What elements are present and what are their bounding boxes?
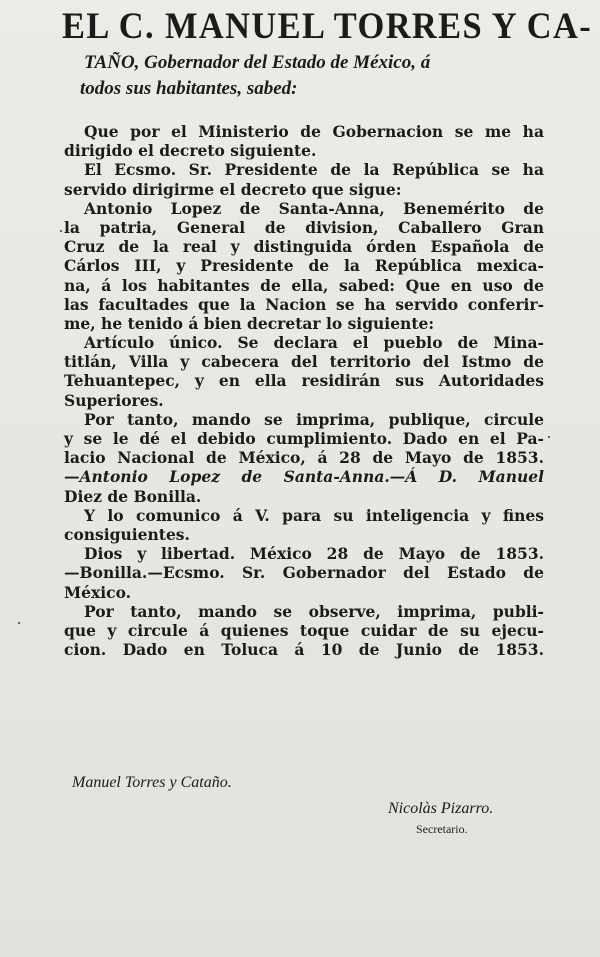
header-line-3: todos sus habitantes, sabed: — [80, 78, 298, 99]
governor-signature: Manuel Torres y Cataño. — [72, 774, 232, 791]
body-line: Artículo único. Se declara el pueblo de Mina- — [84, 333, 544, 353]
body-line: y se le dé el debido cumplimiento. Dado en el Pa- — [64, 429, 544, 448]
body-line: lacio Nacional de México, á 28 de Mayo de 1853. — [64, 448, 544, 468]
body-line: dirigido el decreto siguiente. — [64, 141, 317, 161]
body-line: Superiores. — [64, 390, 164, 410]
ink-speck — [548, 436, 550, 438]
body-line: —Bonilla.—Ecsmo. Sr. Gobernador del Estado de — [64, 563, 544, 583]
header-title: EL C. MANUEL TORRES Y CA- — [62, 6, 593, 47]
body-line: la patria, General de division, Caballero Gran — [64, 217, 544, 237]
body-line: —Antonio Lopez de Santa-Anna.—Á D. Manuel — [64, 467, 544, 487]
body-line: México. — [64, 582, 132, 602]
body-line: Cruz de la real y distinguida órden Española de — [64, 237, 544, 257]
body-line: cion. Dado en Toluca á 10 de Junio de 1853. — [64, 640, 544, 660]
body-line: Por tanto, mando se observe, imprima, publi- — [84, 601, 544, 621]
proclamation-header — [62, 6, 593, 48]
secretary-title: Secretario. — [416, 822, 468, 836]
ink-speck — [60, 230, 62, 232]
body-line: consiguientes. — [64, 524, 190, 544]
body-line: Tehuantepec, y en ella residirán sus Autoridades — [64, 371, 544, 391]
body-line: na, á los habitantes de ella, sabed: Que en uso de — [64, 275, 544, 295]
secretary-signature: Nicolàs Pizarro. — [388, 800, 494, 817]
decree-body — [64, 122, 544, 659]
body-line: Que por el Ministerio de Gobernacion se me ha — [84, 122, 544, 141]
body-line: Y lo comunico á V. para su inteligencia y fines — [84, 505, 544, 525]
header-line-2: TAÑO, Gobernador del Estado de México, á — [84, 52, 431, 73]
body-line: Por tanto, mando se imprima, publique, circule — [84, 409, 544, 429]
body-line: servido dirigirme el decreto que sigue: — [64, 179, 402, 199]
body-line: que y circule á quienes toque cuidar de su ejecu- — [64, 620, 544, 640]
body-line: Cárlos III, y Presidente de la República mexica- — [64, 256, 544, 276]
body-line: El Ecsmo. Sr. Presidente de la República se ha — [84, 160, 544, 180]
body-line: titlán, Villa y cabecera del territorio del Istmo de — [64, 352, 544, 372]
body-line: Diez de Bonilla. — [64, 486, 202, 506]
body-line: las facultades que la Nacion se ha servido conferir- — [64, 294, 544, 314]
body-line: me, he tenido á bien decretar lo siguiente: — [64, 313, 435, 333]
ink-speck — [18, 622, 20, 624]
body-line: Antonio Lopez de Santa-Anna, Benemérito de — [84, 198, 544, 218]
body-line: Dios y libertad. México 28 de Mayo de 1853. — [84, 544, 544, 564]
